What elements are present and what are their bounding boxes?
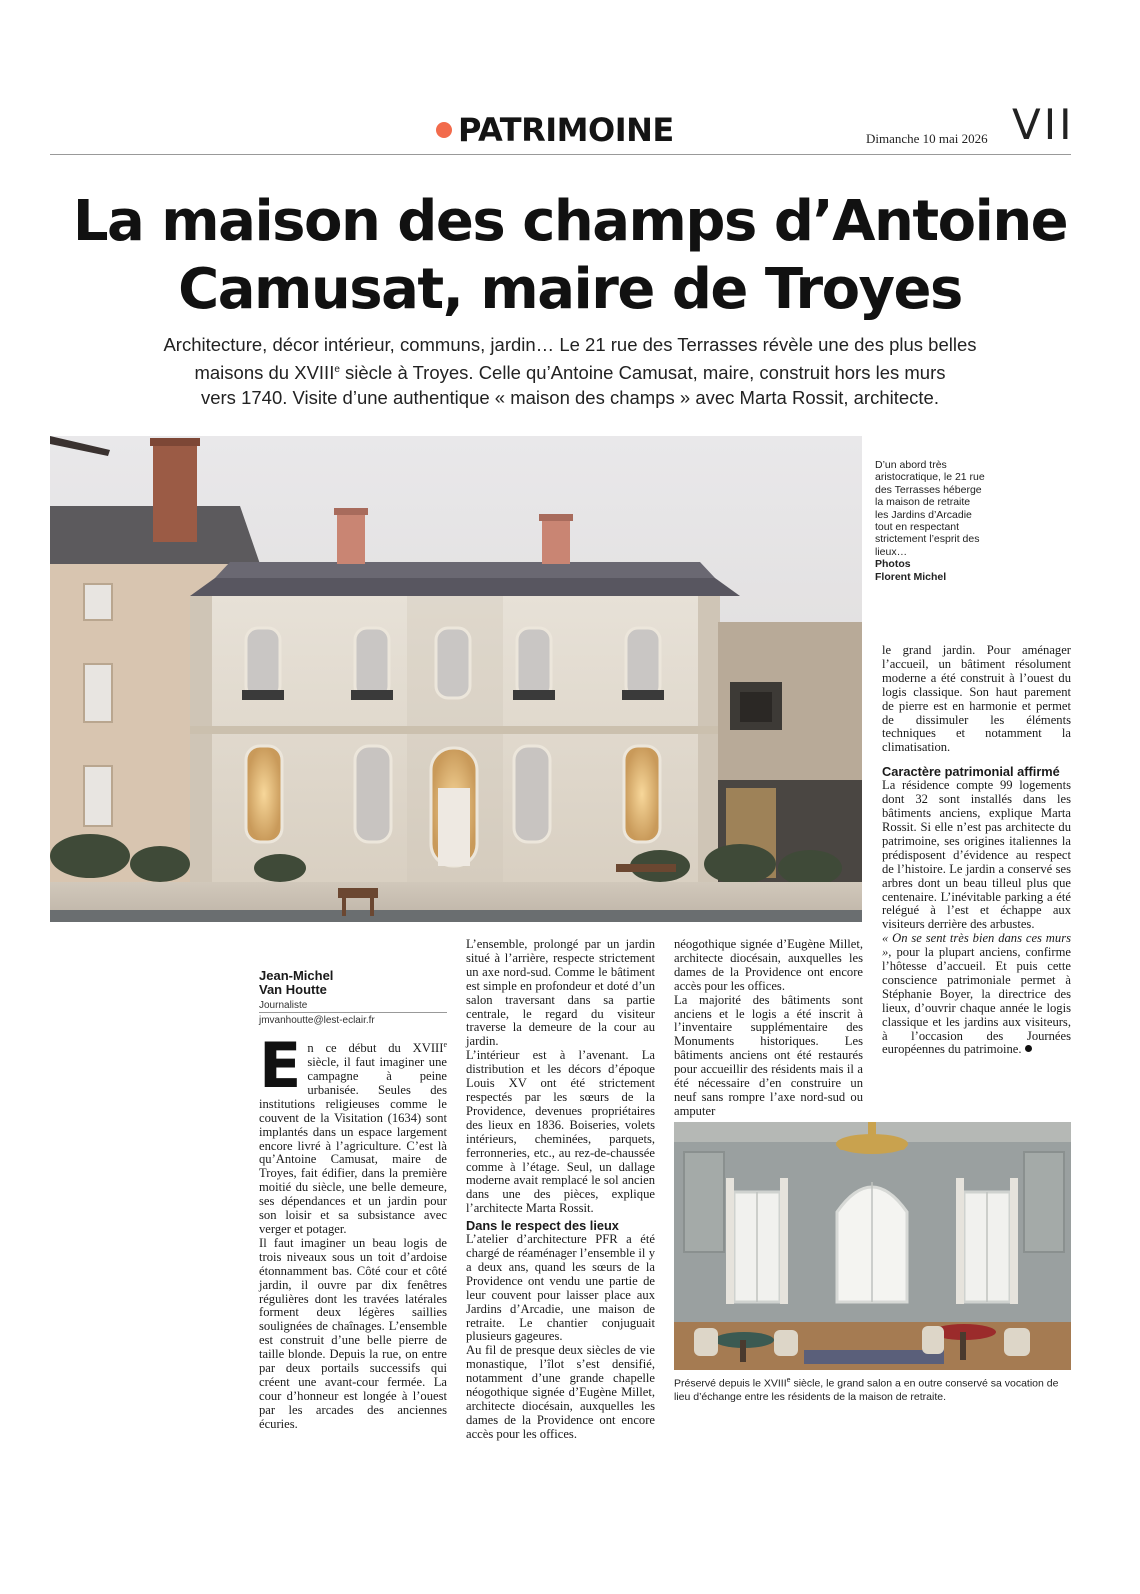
lede-sup: e [334, 364, 340, 375]
dropcap: E [259, 1029, 302, 1102]
body-paragraph [882, 932, 1071, 1057]
body-column-1 [259, 1029, 447, 1432]
body-paragraph: Au fil de presque deux siècles de vie monastique, l’îlot s’est densifié, notamment d’une grande chapelle néogothique signée d’Eugène Millet, architecte diocésain, auxquelles les dames de la Providence ont encore accès pour les offices. [466, 1343, 655, 1441]
body-paragraph: L’intérieur est à l’avenant. La distribution et les décors d’époque Louis XV ont été strictement respectés par les sœurs de la Providence, devenues propriétaires des lieux en 1836. Boiseries, volets intérieurs, cheminées, parquets, ferronneries, etc., au rez-de-chaussée comme à l’étage. Seul, un dallage moderne avait remplacé le sol ancien dans une des pièces, explique l’architecte Marta Rossit. [466, 1048, 655, 1216]
subheading: Caractère patrimonial affirmé [882, 764, 1060, 780]
author-name [259, 969, 449, 997]
salon-photo-caption [674, 1374, 1074, 1404]
caption-text: siècle, le grand salon a en outre conservé sa vocation de lieu d’échange entre les résidents de la maison de retraite. [674, 1377, 1059, 1403]
photo-credit-name: Florent Michel [875, 570, 947, 583]
author-name-line: Jean-Michel [259, 968, 334, 983]
photo-credit-label: Photos [875, 558, 911, 571]
body-text: , pour la plupart anciens, confirme l’hôtesse d’accueil. Et puis cette conscience patrimoniale permet à Stéphanie Boyer, la directrice des lieux, d’ouvrir chaque année le logis classique et les jardins aux visiteurs, à l’occasion des Journées européennes du patrimoine. [882, 945, 1071, 1057]
body-paragraph: le grand jardin. Pour aménager l’accueil, un bâtiment résolument moderne a été construit à l’ouest du logis classique. Son haut parement de pierre est en harmonie et permet de dissimuler les éléments techniques et notamment la climatisation. [882, 643, 1071, 755]
header-rule [50, 154, 1071, 155]
body-text: n ce début du XVIII [307, 1041, 444, 1056]
main-photo-caption [875, 459, 985, 583]
article-lede [100, 332, 1040, 410]
caption-sup: e [786, 1377, 791, 1384]
issue-date: Dimanche 10 mai 2026 [866, 131, 988, 146]
lede-line: Architecture, décor intérieur, communs, jardin… Le 21 rue des Terrasses révèle une des plus belles [163, 334, 977, 355]
author-name-line: Van Houtte [259, 982, 327, 997]
quote: « On se sent très bien dans ces murs » [882, 931, 1071, 960]
body-paragraph: La résidence compte 99 logements dont 32 sont installés dans les bâtiments anciens, explique Marta Rossit. Si elle n’est pas architecte du patrimoine, ses origines italiennes la prédisposent d’évidence au respect de l’histoire. Le jardin a conservé ses arbres dont un beau tilleul plus que centenaire. L’inévitable parking a été relégué à l’est et échappe aux visiteurs derrière des arbustes. [882, 778, 1071, 932]
body-sup: e [443, 1040, 447, 1049]
body-paragraph: L’atelier d’architecture PFR a été chargé de réaménager l’ensemble il y a deux ans, quand les sœurs de la Providence ont vendu une partie de leur couvent pour laisser place aux Jardins d’Arcadie, une maison de retraite. Le chantier conjuguait plusieurs gageures. [466, 1232, 655, 1344]
lede-line: vers 1740. Visite d’une authentique « maison des champs » avec Marta Rossit, architecte. [200, 387, 939, 409]
body-paragraph [259, 1029, 447, 1237]
article-headline [50, 188, 1090, 324]
lede-line [100, 357, 1040, 385]
author-email[interactable]: jmvanhoutte@lest-eclair.fr [259, 1015, 375, 1026]
byline-rule [259, 1012, 447, 1013]
caption-text: D’un abord très aristocratique, le 21 rue des Terrasses héberge la maison de retraite les Jardins d’Arcadie tout en respectant strictement l’esprit des lieux… [875, 459, 985, 558]
end-of-article-mark [1025, 1045, 1032, 1052]
lede-text: maisons du XVIII [194, 362, 335, 384]
section-label: PATRIMOINE [458, 111, 674, 149]
body-paragraph: Il faut imaginer un beau logis de trois niveaux sous un toit d’ardoise étonnamment bas. Côté cour et côté jardin, il ouvre par dix fenêtres régulières dont les travées latérales forment deux légères saillies soulignées de chaînages. L’ensemble est construit d’une belle pierre de taille blonde. Depuis la rue, on entre par deux portails successifs qui créent une avant-cour fermée. La cour d’honneur est longée à l’ouest par les arcades des anciennes écuries. [259, 1235, 447, 1431]
body-column-2 [466, 937, 655, 1441]
author-role: Journaliste [259, 1000, 308, 1011]
subheading: Dans le respect des lieux [466, 1218, 619, 1234]
manor-photo [50, 436, 862, 922]
section-bullet [436, 122, 452, 138]
headline-line: Camusat, maire de Troyes [178, 257, 962, 322]
lede-text: siècle à Troyes. Celle qu’Antoine Camusat, maire, construit hors les murs [339, 362, 946, 384]
body-column-3 [674, 937, 863, 1118]
caption-text: Préservé depuis le XVIII [674, 1377, 787, 1390]
body-paragraph: néogothique signée d’Eugène Millet, architecte diocésain, auxquelles les dames de la Providence ont encore accès pour les offices. [674, 937, 863, 993]
salon-photo [674, 1122, 1071, 1370]
body-paragraph [674, 882, 863, 938]
body-column-4 [882, 644, 1071, 1057]
body-paragraph: La majorité des bâtiments sont anciens et le logis a été inscrit à l’inventaire supplémentaire des Monuments historiques. Les bâtiments anciens ont été restaurés pour accueillir des résidents mais il a été nécessaire d’en construire un neuf sans rompre l’axe nord-sud ou amputer [674, 992, 863, 1118]
page-folio: VII [1012, 100, 1075, 149]
body-paragraph: L’ensemble, prolongé par un jardin situé à l’arrière, respecte strictement un axe nord-sud. Comme le bâtiment est simple en profondeur et doté d’un salon traversant dans sa partie centrale, le regard du visiteur traverse la demeure de la cour au jardin. [466, 937, 655, 1049]
body-text: siècle, il faut imaginer une campagne à peine urbanisée. Seules des institutions religieuses comme le couvent de la Visitation (1634) sont implantés dans un espace largement encore livré à l’agriculture. C’est là qu’Antoine Camusat, maire de Troyes, fait édifier, dans la première moitié du siècle, une belle demeure, ses dépendances et un jardin pour son loisir et sa subsistance avec verger et potager. [259, 1055, 447, 1236]
headline-line: La maison des champs d’Antoine [72, 189, 1068, 254]
